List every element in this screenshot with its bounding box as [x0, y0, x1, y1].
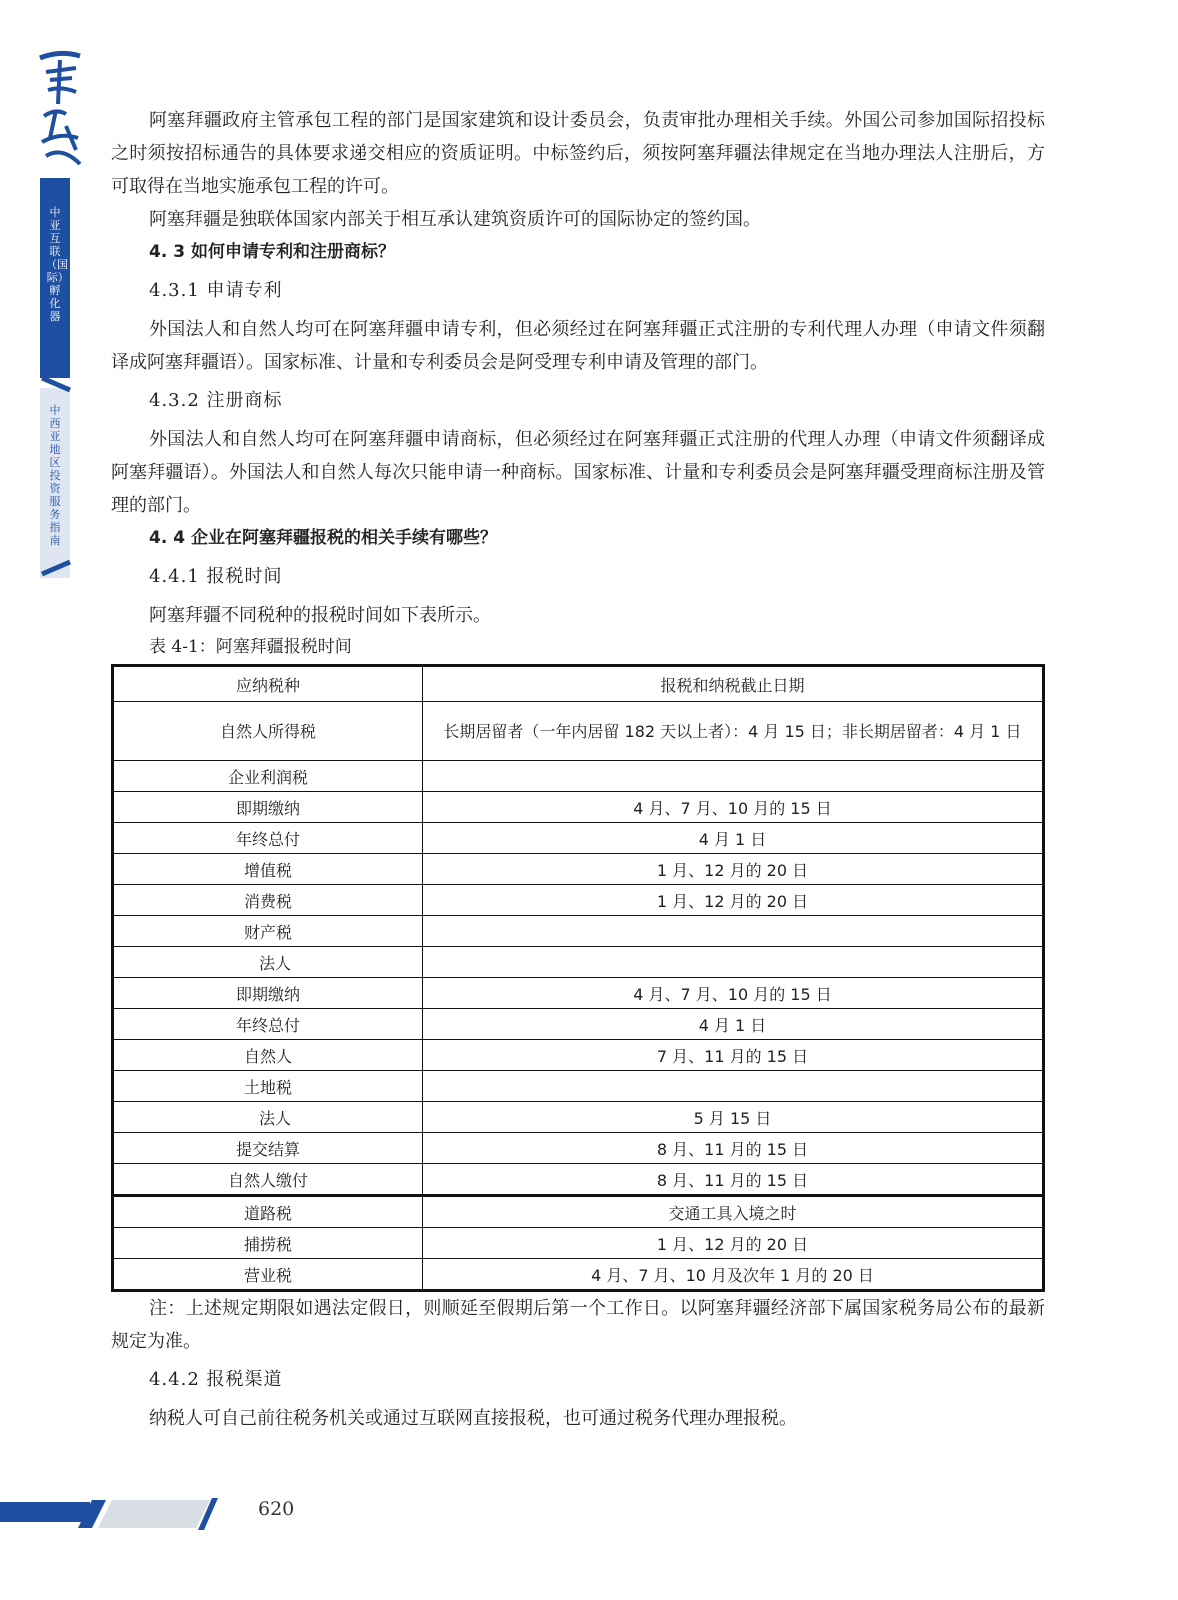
paragraph: 纳税人可自己前往税务机关或通过互联网直接报税，也可通过税务代理办理报税。: [149, 1408, 797, 1429]
subsection-heading: 4.4.2 报税渠道: [149, 1369, 283, 1390]
deadline-cell: 长期居留者（一年内居留 182 天以上者）：4 月 15 日；非长期居留者：4 月 1 日: [423, 702, 1044, 761]
table-row: [113, 978, 1044, 1009]
tax-cell: 年终总付: [113, 1009, 423, 1040]
deadline-cell: 4 月、7 月、10 月的 15 日: [423, 792, 1044, 823]
section-heading: 4. 3 如何申请专利和注册商标？: [149, 242, 395, 262]
table-row: [113, 792, 1044, 823]
tax-cell: 土地税: [113, 1071, 423, 1102]
tax-cell: 提交结算: [113, 1133, 423, 1164]
table-row: [113, 916, 1044, 947]
footer-stripe-decoration: [0, 1494, 230, 1530]
tax-cell: 消费税: [113, 885, 423, 916]
table-row: [113, 823, 1044, 854]
tax-cell: 道路税: [113, 1196, 423, 1228]
page-number: 620: [258, 1498, 295, 1520]
tax-cell: 自然人所得税: [113, 702, 423, 761]
table-row: [113, 761, 1044, 792]
sidebar-label-bottom: 中西亚地区投资服务指南: [49, 404, 61, 547]
table-row: [113, 947, 1044, 978]
table-row: [113, 1009, 1044, 1040]
deadline-cell: [423, 916, 1044, 947]
belt-road-logo: [36, 46, 84, 196]
paragraph: 阿塞拜疆是独联体国家内部关于相互承认建筑资质许可的国际协定的签约国。: [149, 209, 761, 230]
subsection-heading: 4.3.1 申请专利: [149, 280, 283, 301]
table-caption: 表 4-1：阿塞拜疆报税时间: [149, 637, 352, 657]
deadline-cell: 1 月、12 月的 20 日: [423, 1228, 1044, 1259]
paragraph: 阿塞拜疆不同税种的报税时间如下表所示。: [149, 605, 491, 626]
table-row: [113, 1228, 1044, 1259]
tax-cell: 捕捞税: [113, 1228, 423, 1259]
table-row: [113, 1196, 1044, 1228]
deadline-cell: 1 月、12 月的 20 日: [423, 854, 1044, 885]
deadline-cell: 交通工具入境之时: [423, 1196, 1044, 1228]
deadline-cell: 1 月、12 月的 20 日: [423, 885, 1044, 916]
tax-cell: 自然人: [113, 1040, 423, 1071]
table-header-row: [113, 666, 1044, 702]
page-content: [111, 104, 1045, 1435]
paragraph: 阿塞拜疆政府主管承包工程的部门是国家建筑和设计委员会，负责审批办理相关手续。外国公司参加国际招投标之时须按招标通告的具体要求递交相应的资质证明。中标签约后，须按阿塞拜疆法律规定在当地办理法人注册后，方可取得在当地实施承包工程的许可。: [111, 110, 1045, 197]
tax-cell: 即期缴纳: [113, 978, 423, 1009]
table-row: [113, 1259, 1044, 1291]
table-row: [113, 1164, 1044, 1196]
column-header-deadline: 报税和纳税截止日期: [423, 666, 1044, 702]
tax-cell: 年终总付: [113, 823, 423, 854]
tax-cell: 企业利润税: [113, 761, 423, 792]
tax-cell: 即期缴纳: [113, 792, 423, 823]
deadline-cell: 4 月、7 月、10 月的 15 日: [423, 978, 1044, 1009]
table-row: [113, 1133, 1044, 1164]
deadline-cell: 4 月 1 日: [423, 823, 1044, 854]
table-row: [113, 854, 1044, 885]
table-note: 注：上述规定期限如遇法定假日，则顺延至假期后第一个工作日。以阿塞拜疆经济部下属国家税务局公布的最新规定为准。: [111, 1298, 1045, 1352]
deadline-cell: [423, 1071, 1044, 1102]
tax-deadline-table: [111, 664, 1045, 1292]
table-row: [113, 702, 1044, 761]
deadline-cell: 8 月、11 月的 15 日: [423, 1133, 1044, 1164]
deadline-cell: 4 月、7 月、10 月及次年 1 月的 20 日: [423, 1259, 1044, 1291]
table-row: [113, 1071, 1044, 1102]
subsection-heading: 4.3.2 注册商标: [149, 390, 283, 411]
table-row: [113, 885, 1044, 916]
tax-cell: 法人: [113, 947, 423, 978]
deadline-cell: [423, 761, 1044, 792]
sidebar-label-top: 中亚互联（国际）孵化器: [46, 206, 68, 323]
table-row: [113, 1040, 1044, 1071]
table-row: [113, 1102, 1044, 1133]
column-header-tax: 应纳税种: [113, 666, 423, 702]
paragraph: 外国法人和自然人均可在阿塞拜疆申请商标，但必须经过在阿塞拜疆正式注册的代理人办理（申请文件须翻译成阿塞拜疆语）。外国法人和自然人每次只能申请一种商标。国家标准、计量和专利委员会是阿塞拜疆受理商标注册及管理的部门。: [111, 429, 1045, 516]
deadline-cell: 5 月 15 日: [423, 1102, 1044, 1133]
deadline-cell: 7 月、11 月的 15 日: [423, 1040, 1044, 1071]
section-heading: 4. 4 企业在阿塞拜疆报税的相关手续有哪些？: [149, 528, 497, 548]
deadline-cell: 8 月、11 月的 15 日: [423, 1164, 1044, 1196]
paragraph: 外国法人和自然人均可在阿塞拜疆申请专利，但必须经过在阿塞拜疆正式注册的专利代理人办理（申请文件须翻译成阿塞拜疆语）。国家标准、计量和专利委员会是阿受理专利申请及管理的部门。: [111, 319, 1045, 373]
tax-cell: 财产税: [113, 916, 423, 947]
tax-cell: 法人: [113, 1102, 423, 1133]
deadline-cell: [423, 947, 1044, 978]
deadline-cell: 4 月 1 日: [423, 1009, 1044, 1040]
tax-cell: 自然人缴付: [113, 1164, 423, 1196]
sidebar-slash-decoration: [40, 376, 74, 586]
subsection-heading: 4.4.1 报税时间: [149, 566, 283, 587]
tax-cell: 营业税: [113, 1259, 423, 1291]
tax-cell: 增值税: [113, 854, 423, 885]
